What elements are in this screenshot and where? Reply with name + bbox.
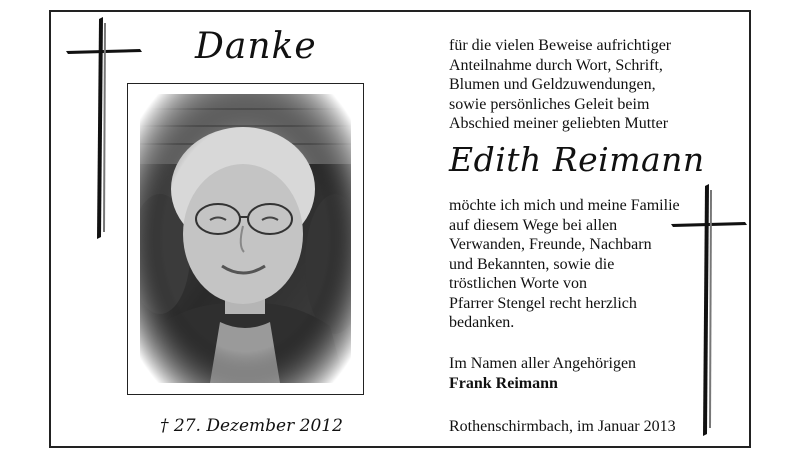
cross-icon bbox=[671, 184, 747, 436]
signoff-block bbox=[449, 354, 636, 393]
text-line: sowie persönliches Geleit beim bbox=[449, 95, 650, 113]
text-line: und Bekannten, sowie die bbox=[449, 255, 615, 273]
text-line: Abschied meiner geliebten Mutter bbox=[449, 115, 669, 132]
signoff-text: Im Namen aller Angehörigen bbox=[449, 355, 637, 372]
text-line: Blumen und Geldzuwendungen, bbox=[449, 76, 656, 93]
text-line: Anteilnahme durch Wort, Schrift, bbox=[449, 56, 663, 74]
text-line: tröstlichen Worte von bbox=[449, 275, 587, 292]
death-date: † 27. Dezember 2012 bbox=[160, 416, 343, 436]
text-line: für die vielen Beweise aufrichtiger bbox=[449, 37, 672, 54]
text-line: Pfarrer Stengel recht herzlich bbox=[449, 294, 637, 312]
signer-name: Frank Reimann bbox=[449, 374, 558, 392]
text-line: auf diesem Wege bei allen bbox=[449, 216, 618, 234]
deceased-name: Edith Reimann bbox=[449, 140, 705, 179]
heading-danke: Danke bbox=[195, 26, 317, 67]
photo-frame bbox=[127, 83, 364, 395]
text-line: bedanken. bbox=[449, 314, 515, 331]
body-text bbox=[449, 196, 680, 333]
text-line: möchte ich mich und meine Familie bbox=[449, 197, 680, 214]
text-line: Verwanden, Freunde, Nachbarn bbox=[449, 236, 652, 253]
portrait-photo bbox=[140, 94, 351, 383]
place-date: Rothenschirmbach, im Januar 2013 bbox=[449, 418, 676, 435]
intro-text bbox=[449, 36, 671, 134]
